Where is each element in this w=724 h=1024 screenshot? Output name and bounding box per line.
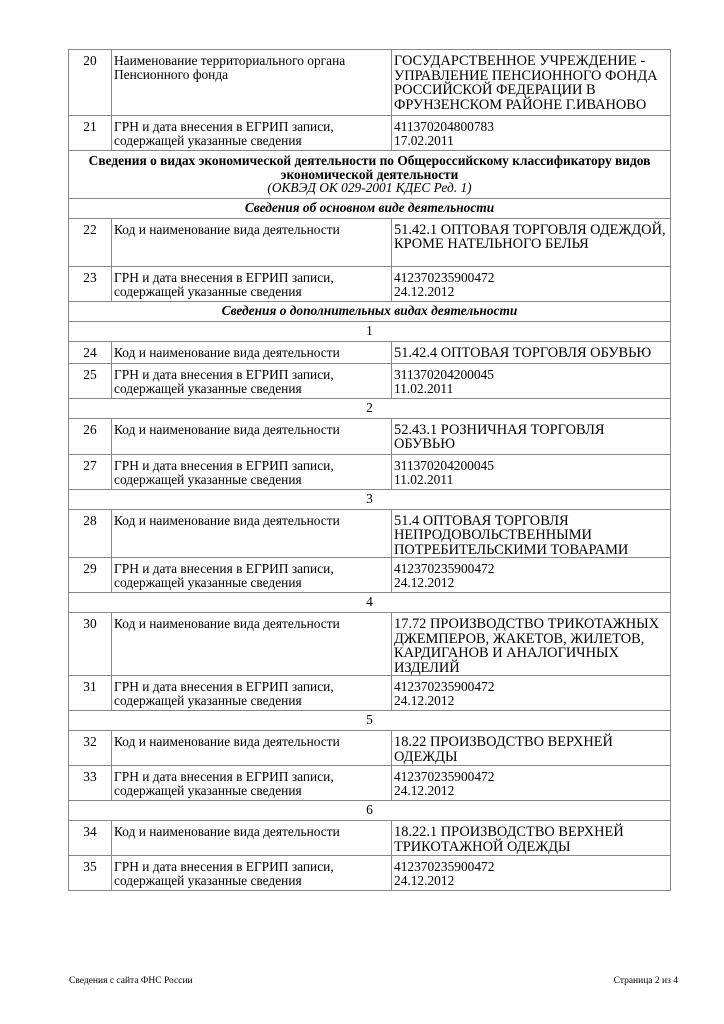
row-number: 35 bbox=[69, 856, 112, 891]
row-value bbox=[392, 363, 671, 398]
activity-code-value: 51.42.4 ОПТОВАЯ ТОРГОВЛЯ ОБУВЬЮ bbox=[392, 341, 671, 363]
table-row bbox=[69, 50, 671, 116]
grn-date: 24.12.2012 bbox=[394, 783, 455, 798]
grn-value: 311370204200045 bbox=[394, 457, 494, 473]
row-number: 21 bbox=[69, 116, 112, 151]
grn-value: 412370235900472 bbox=[394, 561, 495, 576]
grn-value: 311370204200045 bbox=[394, 366, 494, 382]
group-index: 2 bbox=[69, 398, 671, 418]
row-number: 32 bbox=[69, 731, 112, 766]
row-label: Код и наименование вида деятельности bbox=[112, 218, 392, 266]
row-label: ГРН и дата внесения в ЕГРИП записи, содержащей указанные сведения bbox=[112, 766, 392, 801]
table-row bbox=[69, 856, 671, 891]
row-label: Код и наименование вида деятельности bbox=[112, 509, 392, 558]
group-index-row bbox=[69, 801, 671, 821]
table-body bbox=[69, 50, 671, 891]
row-number: 25 bbox=[69, 363, 112, 398]
additional-activity-heading: Сведения о дополнительных видах деятельности bbox=[69, 301, 671, 321]
row-label: Код и наименование вида деятельности bbox=[112, 341, 392, 363]
group-index: 5 bbox=[69, 711, 671, 731]
row-label: ГРН и дата внесения в ЕГРИП записи, содержащей указанные сведения bbox=[112, 676, 392, 711]
grn-date: 11.02.2011 bbox=[394, 380, 454, 396]
row-number: 26 bbox=[69, 418, 112, 454]
grn-date: 24.12.2012 bbox=[394, 693, 455, 708]
main-activity-heading: Сведения об основном виде деятельности bbox=[69, 198, 671, 218]
grn-value: 412370235900472 bbox=[394, 859, 495, 874]
table-row bbox=[69, 676, 671, 711]
footer-page-number: Страница 2 из 4 bbox=[613, 976, 678, 986]
grn-date: 24.12.2012 bbox=[394, 873, 455, 888]
row-value bbox=[392, 766, 671, 801]
table-row bbox=[69, 613, 671, 676]
group-index-row bbox=[69, 321, 671, 341]
row-value: 51.42.1 ОПТОВАЯ ТОРГОВЛЯ ОДЕЖДОЙ, КРОМЕ НАТЕЛЬНОГО БЕЛЬЯ bbox=[392, 218, 671, 266]
subsection-row bbox=[69, 198, 671, 218]
footer-source: Сведения с сайта ФНС России bbox=[69, 976, 193, 986]
activity-code-value: 18.22.1 ПРОИЗВОДСТВО ВЕРХНЕЙ ТРИКОТАЖНОЙ ОДЕЖДЫ bbox=[392, 821, 671, 856]
group-index: 6 bbox=[69, 801, 671, 821]
row-number: 34 bbox=[69, 821, 112, 856]
table-row bbox=[69, 731, 671, 766]
table-row bbox=[69, 418, 671, 454]
table-row bbox=[69, 218, 671, 266]
row-number: 28 bbox=[69, 509, 112, 558]
section-title: Сведения о видах экономической деятельности по Общероссийскому классификатору видов экономической деятельности bbox=[88, 153, 651, 182]
row-label: Код и наименование вида деятельности bbox=[112, 418, 392, 454]
activity-code-value: 51.4 ОПТОВАЯ ТОРГОВЛЯ НЕПРОДОВОЛЬСТВЕННЫМИ ПОТРЕБИТЕЛЬСКИМИ ТОВАРАМИ bbox=[392, 509, 671, 558]
row-label: ГРН и дата внесения в ЕГРИП записи, содержащей указанные сведения bbox=[112, 856, 392, 891]
group-index-row bbox=[69, 711, 671, 731]
row-number: 20 bbox=[69, 50, 112, 116]
table-row bbox=[69, 341, 671, 363]
grn-value: 411370204800783 bbox=[394, 119, 494, 134]
group-index: 3 bbox=[69, 489, 671, 509]
grn-date: 24.12.2012 bbox=[394, 283, 455, 299]
table-row bbox=[69, 116, 671, 151]
activity-code-value: 18.22 ПРОИЗВОДСТВО ВЕРХНЕЙ ОДЕЖДЫ bbox=[392, 731, 671, 766]
activity-code-value: 17.72 ПРОИЗВОДСТВО ТРИКОТАЖНЫХ ДЖЕМПЕРОВ, ЖАКЕТОВ, ЖИЛЕТОВ, КАРДИГАНОВ И АНАЛОГИЧНЫХ ИЗДЕЛИЙ bbox=[392, 613, 671, 676]
row-label: Наименование территориального органа Пенсионного фонда bbox=[112, 50, 392, 116]
row-value bbox=[392, 266, 671, 301]
table-row bbox=[69, 363, 671, 398]
row-number: 29 bbox=[69, 558, 112, 593]
row-label: ГРН и дата внесения в ЕГРИП записи, содержащей указанные сведения bbox=[112, 116, 392, 151]
activity-code-value: 52.43.1 РОЗНИЧНАЯ ТОРГОВЛЯ ОБУВЬЮ bbox=[392, 418, 671, 454]
row-number: 22 bbox=[69, 218, 112, 266]
grn-value: 412370235900472 bbox=[394, 269, 495, 285]
row-label: Код и наименование вида деятельности bbox=[112, 821, 392, 856]
table-row bbox=[69, 509, 671, 558]
grn-date: 11.02.2011 bbox=[394, 471, 454, 487]
group-index: 1 bbox=[69, 321, 671, 341]
section-heading bbox=[69, 151, 671, 199]
row-label: ГРН и дата внесения в ЕГРИП записи, содержащей указанные сведения bbox=[112, 454, 392, 489]
grn-value: 412370235900472 bbox=[394, 679, 495, 694]
row-number: 27 bbox=[69, 454, 112, 489]
table-row bbox=[69, 454, 671, 489]
row-number: 30 bbox=[69, 613, 112, 676]
table-row bbox=[69, 821, 671, 856]
row-value bbox=[392, 116, 671, 151]
row-value bbox=[392, 856, 671, 891]
row-label: ГРН и дата внесения в ЕГРИП записи, содержащей указанные сведения bbox=[112, 558, 392, 593]
row-label: ГРН и дата внесения в ЕГРИП записи, содержащей указанные сведения bbox=[112, 363, 392, 398]
group-index-row bbox=[69, 593, 671, 613]
row-number: 24 bbox=[69, 341, 112, 363]
table-row bbox=[69, 558, 671, 593]
row-number: 33 bbox=[69, 766, 112, 801]
group-index: 4 bbox=[69, 593, 671, 613]
grn-date: 17.02.2011 bbox=[394, 133, 454, 148]
section-row bbox=[69, 151, 671, 199]
grn-value: 412370235900472 bbox=[394, 769, 495, 784]
group-index-row bbox=[69, 489, 671, 509]
row-value bbox=[392, 676, 671, 711]
row-number: 23 bbox=[69, 266, 112, 301]
grn-date: 24.12.2012 bbox=[394, 575, 455, 590]
row-value: ГОСУДАРСТВЕННОЕ УЧРЕЖДЕНИЕ - УПРАВЛЕНИЕ ПЕНСИОННОГО ФОНДА РОССИЙСКОЙ ФЕДЕРАЦИИ В ФРУНЗЕНСКОМ РАЙОНЕ Г.ИВАНОВО bbox=[392, 50, 671, 116]
section-subtitle: (ОКВЭД ОК 029-2001 КДЕС Ред. 1) bbox=[267, 180, 472, 195]
row-value bbox=[392, 558, 671, 593]
table-row bbox=[69, 266, 671, 301]
row-number: 31 bbox=[69, 676, 112, 711]
row-label: ГРН и дата внесения в ЕГРИП записи, содержащей указанные сведения bbox=[112, 266, 392, 301]
egrip-extract-table bbox=[68, 49, 671, 891]
row-value bbox=[392, 454, 671, 489]
subsection-row bbox=[69, 301, 671, 321]
row-label: Код и наименование вида деятельности bbox=[112, 613, 392, 676]
group-index-row bbox=[69, 398, 671, 418]
table-row bbox=[69, 766, 671, 801]
row-label: Код и наименование вида деятельности bbox=[112, 731, 392, 766]
